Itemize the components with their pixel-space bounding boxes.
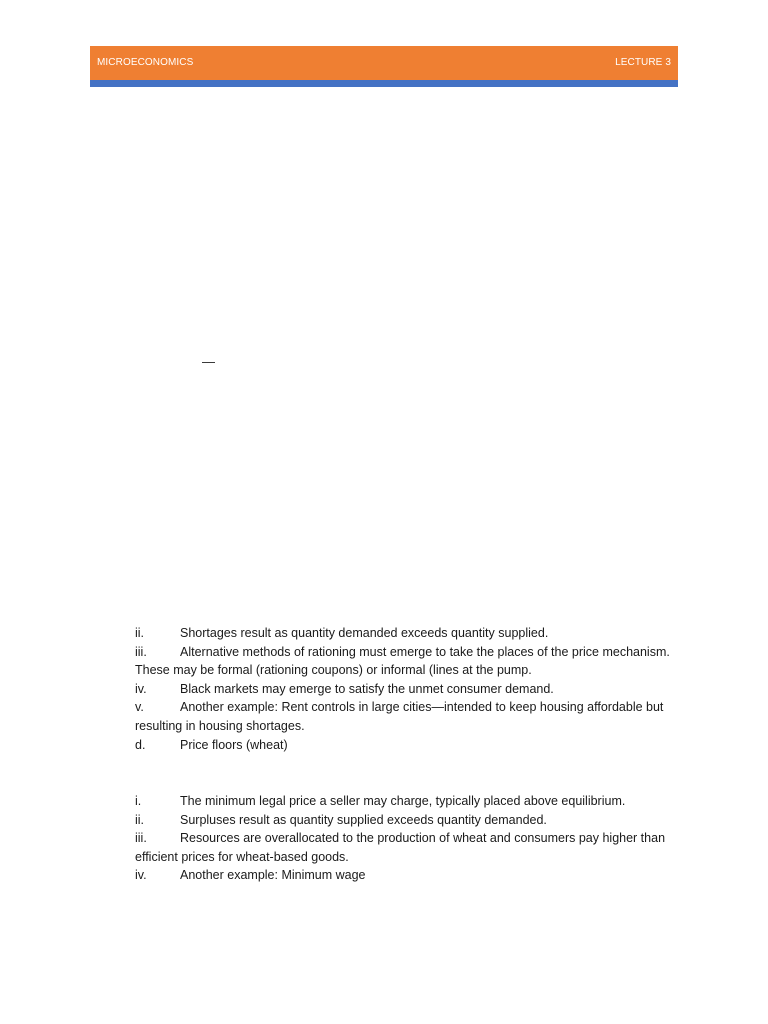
header-rule — [90, 80, 678, 87]
list-item — [135, 698, 680, 735]
list-item — [135, 866, 680, 885]
list-text: Alternative methods of rationing must emerge to take the places of the price mechanism. These may be formal (rationing coupons) or informal (lines at the pump. — [135, 644, 670, 678]
list-marker: ii. — [135, 626, 145, 640]
list-text: The minimum legal price a seller may charge, typically placed above equilibrium. — [180, 794, 626, 808]
list-text: Another example: Rent controls in large cities—intended to keep housing affordable but resulting in housing shortages. — [135, 700, 664, 733]
list-marker: iv. — [135, 681, 147, 696]
list-text: Surpluses result as quantity supplied exceeds quantity demanded. — [180, 812, 547, 827]
list-marker: ii. — [135, 812, 145, 827]
list-marker: iii. — [135, 831, 147, 846]
header-lecture-number: LECTURE 3 — [615, 57, 671, 68]
list-item — [135, 792, 680, 811]
list-marker: iv. — [135, 868, 147, 883]
list-item — [135, 624, 680, 643]
price-floor-list — [135, 792, 680, 885]
list-text: Price floors (wheat) — [180, 737, 288, 752]
list-marker: v. — [135, 700, 144, 715]
list-item — [135, 680, 680, 699]
list-text: Shortages result as quantity demanded exceeds quantity supplied. — [180, 626, 549, 640]
list-marker: i. — [135, 794, 142, 808]
list-item — [135, 736, 680, 755]
list-item — [135, 643, 680, 680]
stray-dash: — — [202, 354, 215, 369]
list-text: Another example: Minimum wage — [180, 868, 366, 883]
list-item — [135, 829, 680, 866]
header-course-title: MICROECONOMICS — [97, 57, 194, 68]
price-ceiling-list — [135, 624, 680, 754]
list-marker: d. — [135, 737, 146, 752]
list-text: Black markets may emerge to satisfy the unmet consumer demand. — [180, 681, 554, 696]
list-item — [135, 811, 680, 830]
list-marker: iii. — [135, 644, 147, 659]
list-text: Resources are overallocated to the production of wheat and consumers pay higher than efficient prices for wheat-based goods. — [135, 831, 666, 864]
